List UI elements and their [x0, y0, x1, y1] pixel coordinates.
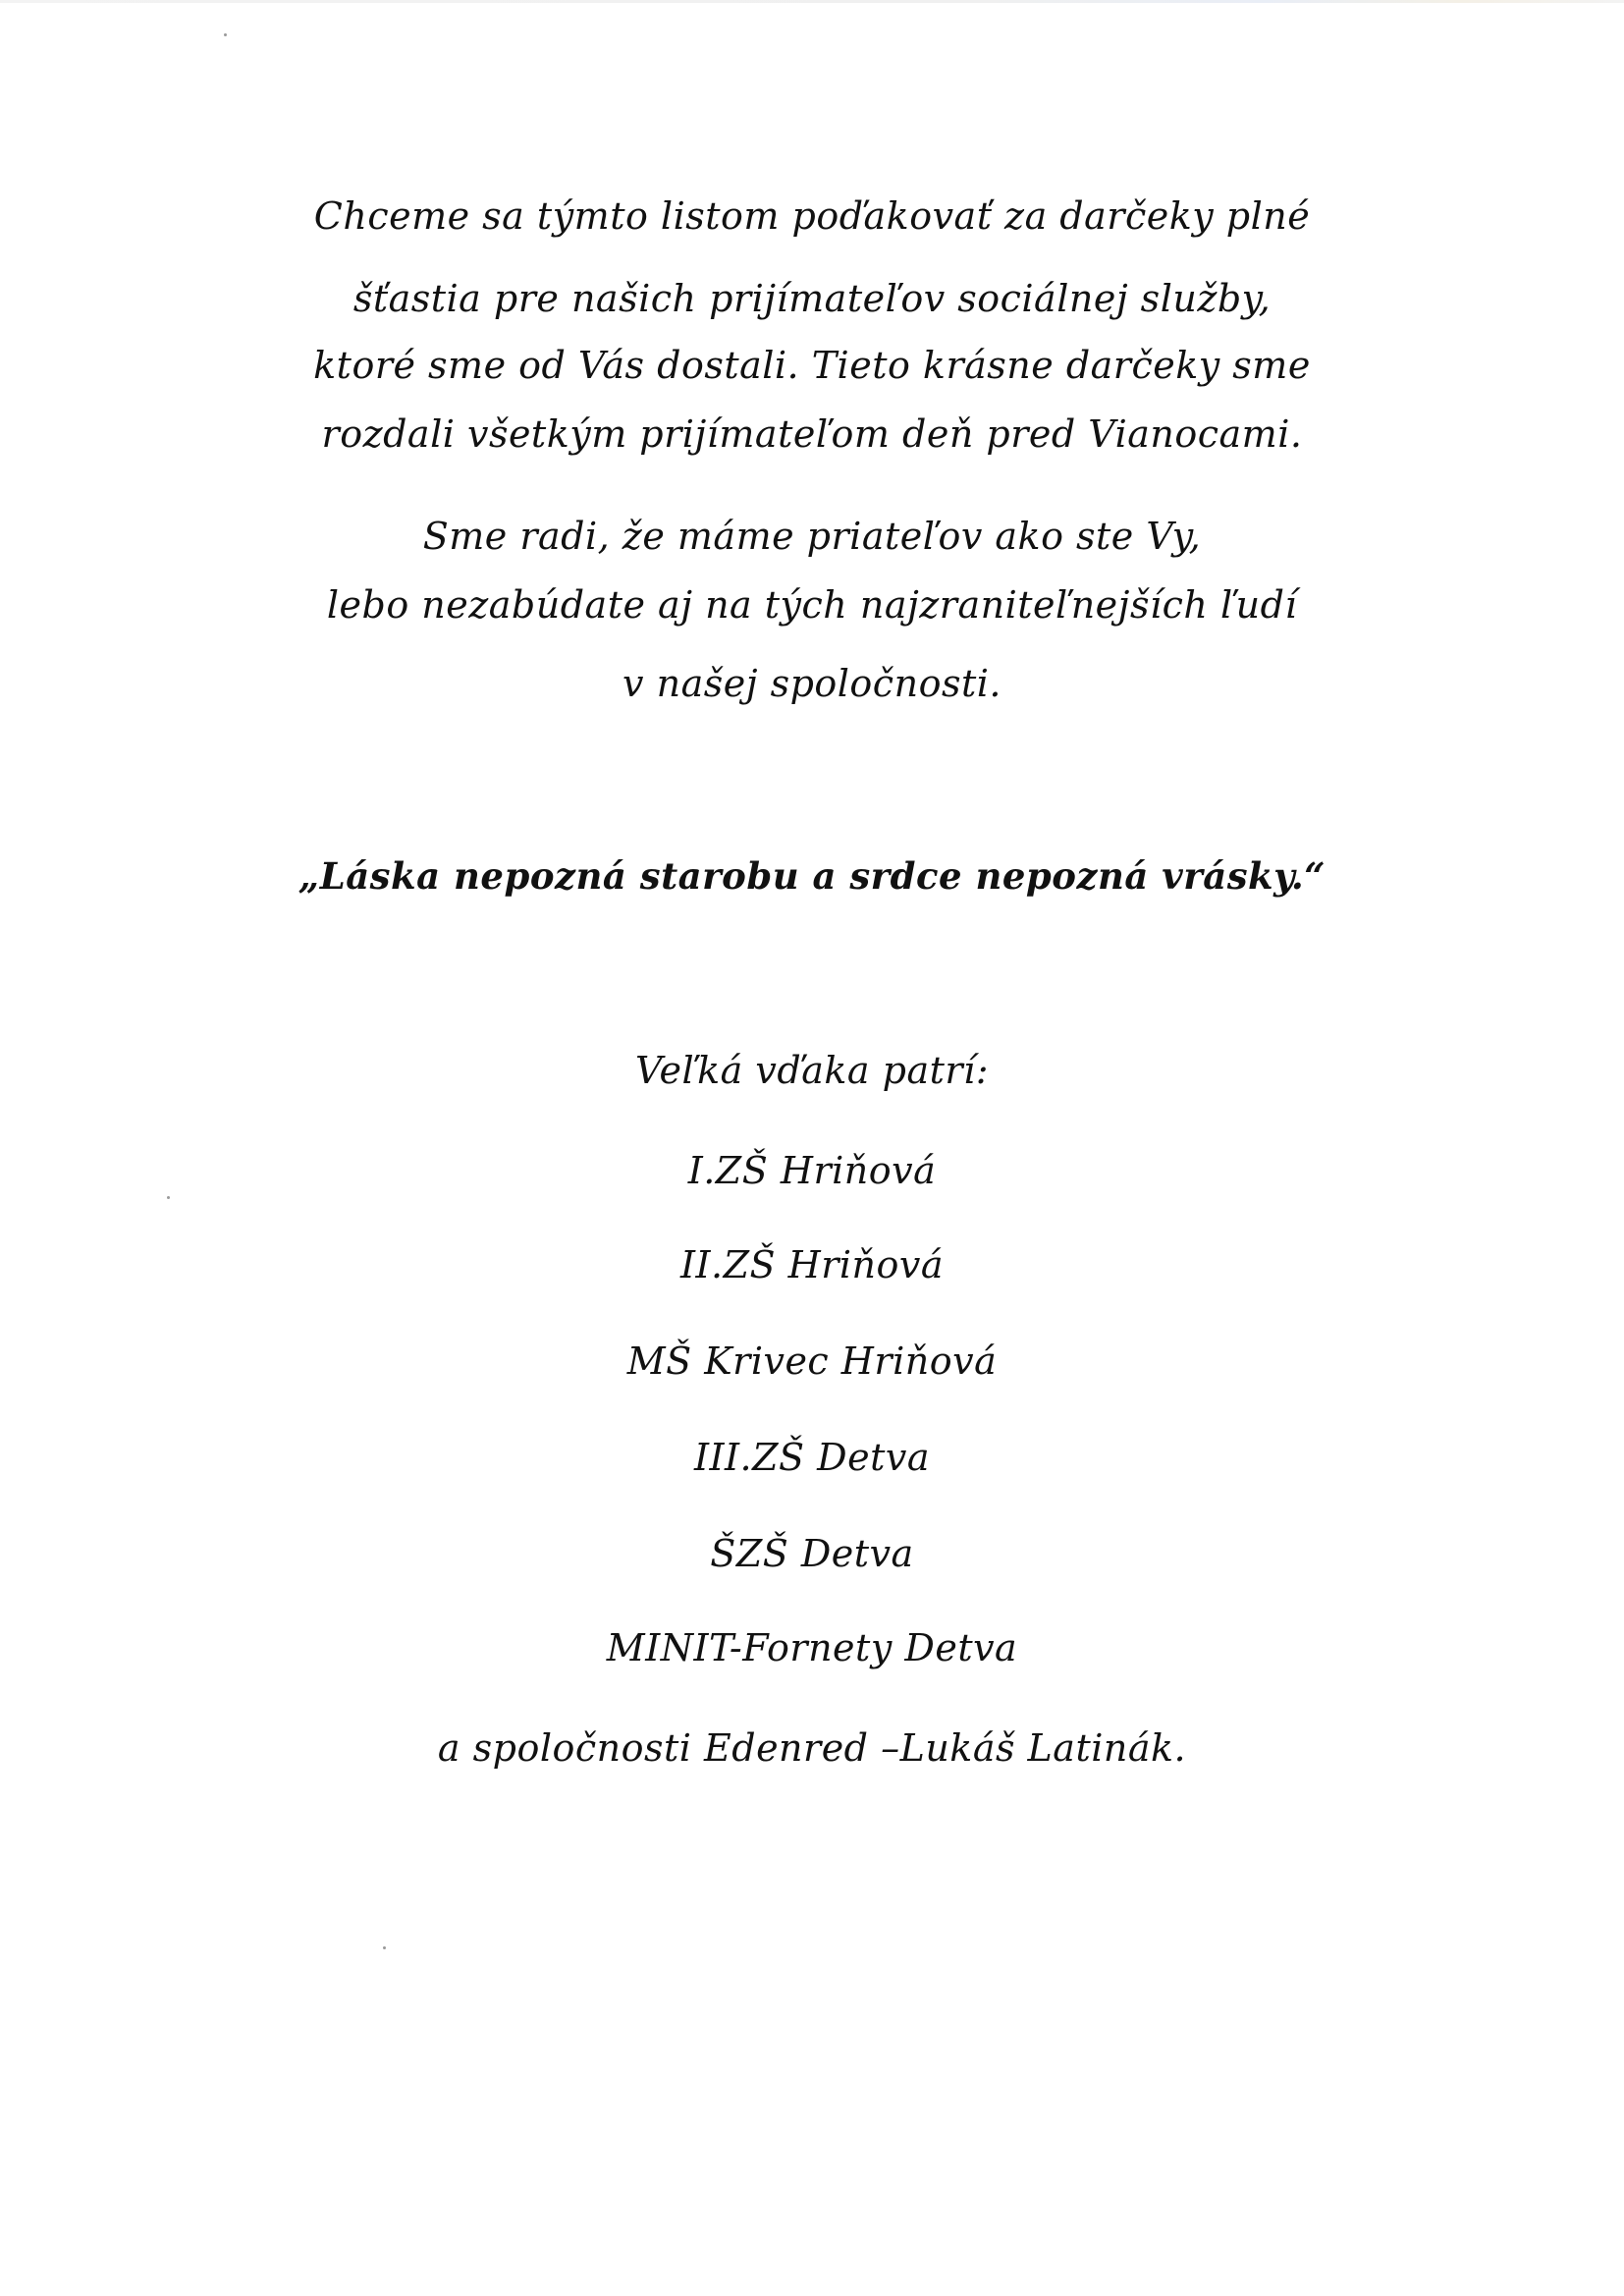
- paragraph1-line-1: Chceme sa týmto listom poďakovať za darčeky plné: [313, 194, 1311, 238]
- recipient-2: II.ZŠ Hriňová: [679, 1243, 945, 1286]
- paragraph1-line-4: rozdali všetkým prijímateľom deň pred Vianocami.: [321, 412, 1303, 456]
- thanks-heading: Veľká vďaka patrí:: [635, 1049, 989, 1092]
- recipient-4: III.ZŠ Detva: [694, 1436, 930, 1479]
- paragraph2-line-2: lebo nezabúdate aj na tých najzraniteľnejších ľudí: [326, 583, 1298, 627]
- recipient-7: a spoločnosti Edenred –Lukáš Latinák.: [437, 1726, 1187, 1770]
- paragraph1-line-2: šťastia pre našich prijímateľov sociálnej služby,: [352, 277, 1272, 320]
- scan-speck: [167, 1196, 170, 1199]
- paragraph2-line-3: v našej spoločnosti.: [623, 662, 1001, 705]
- paragraph1-line-3: ktoré sme od Vás dostali. Tieto krásne darčeky sme: [313, 344, 1311, 387]
- recipient-3: MŠ Krivec Hriňová: [626, 1339, 998, 1383]
- recipient-1: I.ZŠ Hriňová: [687, 1149, 937, 1192]
- scan-speck: [224, 33, 227, 36]
- recipient-5: ŠZŠ Detva: [710, 1532, 914, 1575]
- recipient-6: MINIT-Fornety Detva: [606, 1626, 1018, 1669]
- quote: „Láska nepozná starobu a srdce nepozná vrásky.“: [298, 854, 1326, 898]
- scan-top-edge: [0, 0, 1624, 3]
- paragraph2-line-1: Sme radi, že máme priateľov ako ste Vy,: [422, 515, 1202, 558]
- scan-speck: [383, 1946, 386, 1949]
